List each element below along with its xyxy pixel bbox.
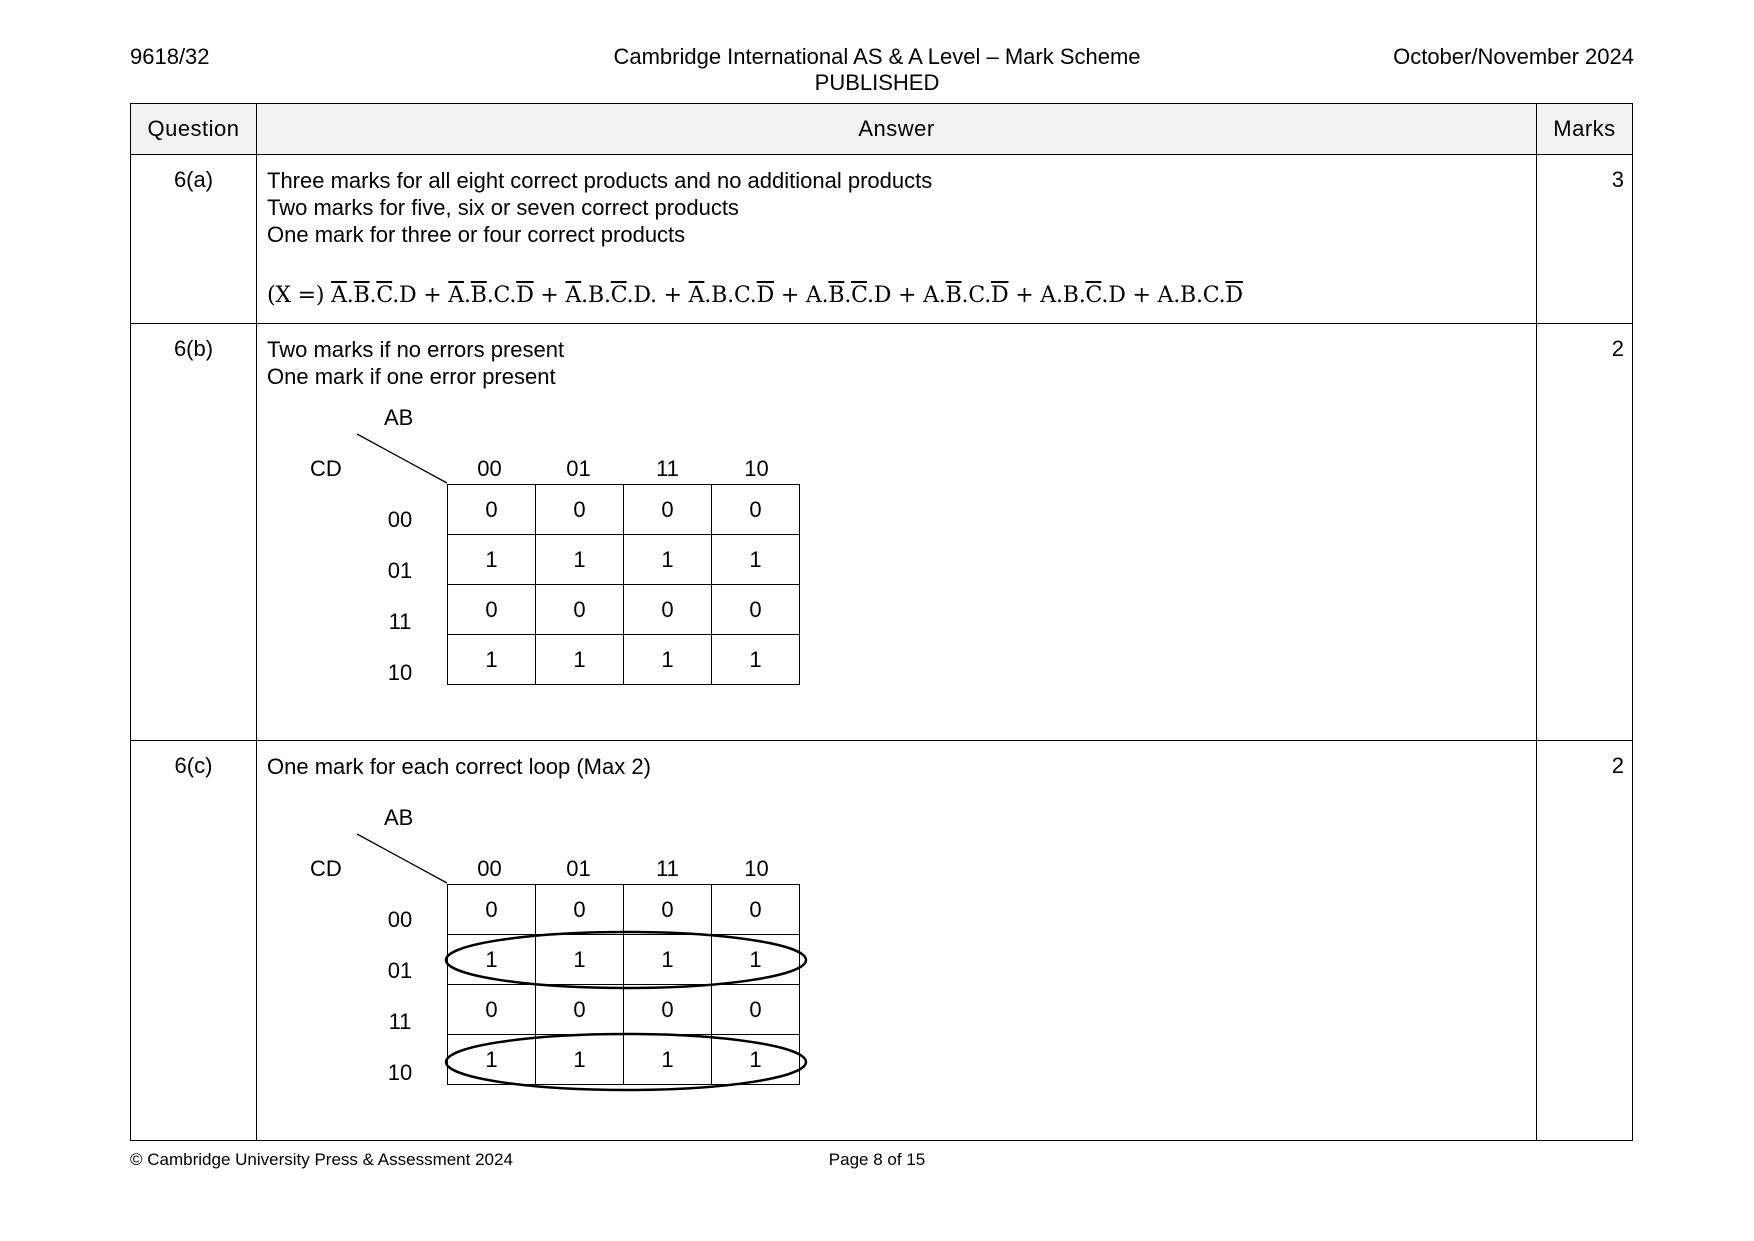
kmap-cell: 1: [536, 1035, 624, 1085]
variable: C: [733, 283, 750, 308]
kmap-row-label: 11: [388, 1009, 412, 1034]
answer-cell: [257, 324, 1537, 741]
variable: C: [1202, 283, 1219, 308]
kmap-row-label: 10: [387, 660, 413, 685]
variable: C: [493, 283, 510, 308]
plus-operator: +: [1008, 283, 1041, 308]
kmap-cell: 0: [712, 485, 800, 535]
kmap-cell: 1: [712, 535, 800, 585]
kmap-cell: 0: [536, 585, 624, 635]
and-operator: .: [749, 283, 757, 308]
and-operator: .: [581, 283, 588, 308]
kmap-row-variables: CD: [310, 456, 342, 481]
and-operator: .: [821, 283, 829, 308]
table-row: [131, 155, 1633, 324]
and-operator: .: [603, 283, 611, 308]
kmap-cell: 1: [448, 1035, 536, 1085]
variable: B: [1062, 283, 1079, 308]
kmap-column-label: 10: [744, 456, 769, 481]
kmap-row-label: 11: [388, 609, 412, 634]
exam-session: October/November 2024: [1393, 44, 1634, 69]
and-operator: .: [346, 283, 354, 308]
kmap-column-variables: AB: [384, 405, 414, 430]
answer-cell: [257, 155, 1537, 324]
kmap-column-label: 11: [656, 856, 679, 881]
table-header-row: [131, 104, 1633, 155]
header-answer: Answer: [257, 104, 1537, 155]
variable: A: [923, 283, 939, 308]
complemented-variable: $\overline{D}$: [756, 283, 775, 308]
published-label: PUBLISHED: [814, 70, 940, 95]
page-number: Page 8 of 15: [828, 1150, 926, 1169]
complemented-variable: $\overline{C}$: [376, 283, 393, 308]
and-operator: .: [1101, 283, 1109, 308]
header-marks: Marks: [1537, 104, 1633, 155]
and-operator: .: [938, 283, 946, 308]
variable: D: [873, 283, 892, 308]
kmap-cell: 0: [712, 885, 800, 935]
kmap-cell: 0: [624, 585, 712, 635]
complemented-variable: $\overline{A}$: [448, 283, 464, 308]
plus-operator: +: [891, 283, 924, 308]
variable: D: [398, 283, 417, 308]
and-operator: .: [369, 283, 377, 308]
and-operator: .: [392, 283, 399, 308]
kmap-cell: 1: [624, 535, 712, 585]
marks-value: 2: [1537, 324, 1633, 741]
kmap-diagonal-line: [267, 398, 467, 508]
complemented-variable: $\overline{A}$: [565, 283, 582, 308]
and-operator: .: [727, 283, 734, 308]
plus-operator: +: [1125, 283, 1158, 308]
kmap-cell: 0: [624, 485, 712, 535]
and-operator: .: [1078, 283, 1086, 308]
and-operator: .: [704, 283, 712, 308]
and-operator: .: [463, 283, 471, 308]
table-row: [131, 324, 1633, 741]
kmap-cell: 0: [448, 585, 536, 635]
kmap-cell: 0: [448, 485, 536, 535]
kmap-cell: 1: [536, 635, 624, 685]
kmap-row-label: 00: [387, 507, 413, 532]
mark-scheme-table: [130, 103, 1633, 1141]
kmap-cell: 1: [624, 935, 712, 985]
table-row: [131, 741, 1633, 1141]
and-operator: .: [509, 283, 517, 308]
variable: C: [968, 283, 985, 308]
variable: A: [1157, 283, 1174, 308]
complemented-variable: $\overline{A}$: [331, 283, 347, 308]
plus-operator: +: [656, 283, 689, 308]
complemented-variable: $\overline{B}$: [470, 283, 487, 308]
kmap-diagonal-line: [267, 798, 467, 908]
question-number: 6(b): [131, 324, 257, 741]
and-operator: .: [1195, 283, 1203, 308]
variable: B: [587, 283, 604, 308]
kmap-cell: 1: [448, 935, 536, 985]
answer-line: One mark for three or four correct products: [267, 222, 686, 247]
kmap-cell: 1: [536, 935, 624, 985]
and-operator: .: [961, 283, 969, 308]
complemented-variable: $\overline{C}$: [851, 283, 867, 308]
variable: B: [711, 283, 728, 308]
karnaugh-map-with-loops: [267, 798, 827, 1128]
answer-cell: [257, 741, 1537, 1141]
question-number: 6(a): [131, 155, 257, 324]
variable: A: [1040, 283, 1056, 308]
title: Cambridge International AS & A Level – Mark Scheme: [613, 44, 1141, 69]
kmap-row-label: 00: [387, 907, 413, 932]
complemented-variable: $\overline{A}$: [688, 283, 705, 308]
and-operator: .: [1218, 283, 1226, 308]
kmap-row-label: 10: [387, 1060, 413, 1085]
kmap-column-label: 11: [656, 456, 679, 481]
kmap-row-label: 01: [387, 958, 413, 983]
header-question: Question: [131, 104, 257, 155]
variable: B: [1179, 283, 1196, 308]
kmap-row-label: 01: [387, 558, 413, 583]
marks-value: 2: [1537, 741, 1633, 1141]
and-operator: .: [1055, 283, 1063, 308]
complemented-variable: $\overline{B}$: [353, 283, 370, 308]
kmap-cell: 0: [448, 985, 536, 1035]
copyright-notice: © Cambridge University Press & Assessment 2024: [130, 1150, 513, 1169]
and-operator: .: [486, 283, 494, 308]
marks-value: 3: [1537, 155, 1633, 324]
kmap-grid: [447, 484, 800, 685]
kmap-column-label: 00: [477, 856, 502, 881]
variable: A: [805, 283, 822, 308]
kmap-column-label: 10: [744, 856, 769, 881]
kmap-cell: 0: [712, 985, 800, 1035]
and-operator: .: [844, 283, 852, 308]
and-operator: .: [626, 283, 634, 308]
answer-line: One mark if one error present: [267, 364, 556, 389]
kmap-cell: 0: [624, 985, 712, 1035]
variable: D: [1108, 283, 1126, 308]
kmap-cell: 0: [536, 485, 624, 535]
complemented-variable: $\overline{C}$: [1085, 283, 1102, 308]
kmap-column-label: 00: [477, 456, 502, 481]
paper-code: 9618/32: [130, 44, 210, 69]
kmap-cell: 0: [536, 985, 624, 1035]
kmap-grid: [447, 884, 800, 1085]
karnaugh-map: [267, 398, 827, 728]
plus-operator: +: [533, 283, 566, 308]
kmap-cell: 0: [536, 885, 624, 935]
complemented-variable: $\overline{D}$: [1225, 283, 1243, 308]
answer-line: Two marks if no errors present: [267, 337, 565, 362]
expression-prefix: (X =): [267, 283, 332, 308]
kmap-row-variables: CD: [310, 856, 342, 881]
kmap-cell: 1: [536, 535, 624, 585]
variable: D.: [633, 283, 657, 308]
kmap-cell: 1: [624, 635, 712, 685]
kmap-column-label: 01: [566, 456, 591, 481]
kmap-column-label: 01: [566, 856, 591, 881]
kmap-cell: 1: [624, 1035, 712, 1085]
complemented-variable: $\overline{B}$: [828, 283, 845, 308]
and-operator: .: [1173, 283, 1180, 308]
kmap-cell: 0: [448, 885, 536, 935]
kmap-cell: 1: [448, 635, 536, 685]
boolean-expression: [267, 281, 1526, 311]
answer-line: Two marks for five, six or seven correct products: [267, 195, 739, 220]
complemented-variable: $\overline{C}$: [610, 283, 627, 308]
and-operator: .: [867, 283, 874, 308]
kmap-cell: 1: [712, 935, 800, 985]
answer-line: Three marks for all eight correct products and no additional products: [267, 168, 933, 193]
answer-line: One mark for each correct loop (Max 2): [267, 754, 651, 779]
kmap-cell: 1: [712, 635, 800, 685]
complemented-variable: $\overline{B}$: [945, 283, 962, 308]
complemented-variable: $\overline{D}$: [516, 283, 534, 308]
complemented-variable: $\overline{D}$: [991, 283, 1009, 308]
kmap-cell: 0: [712, 585, 800, 635]
plus-operator: +: [774, 283, 806, 308]
and-operator: .: [984, 283, 991, 308]
plus-operator: +: [416, 283, 449, 308]
kmap-cell: 0: [624, 885, 712, 935]
kmap-cell: 1: [712, 1035, 800, 1085]
kmap-cell: 1: [448, 535, 536, 585]
question-number: 6(c): [131, 741, 257, 1141]
kmap-column-variables: AB: [384, 805, 414, 830]
